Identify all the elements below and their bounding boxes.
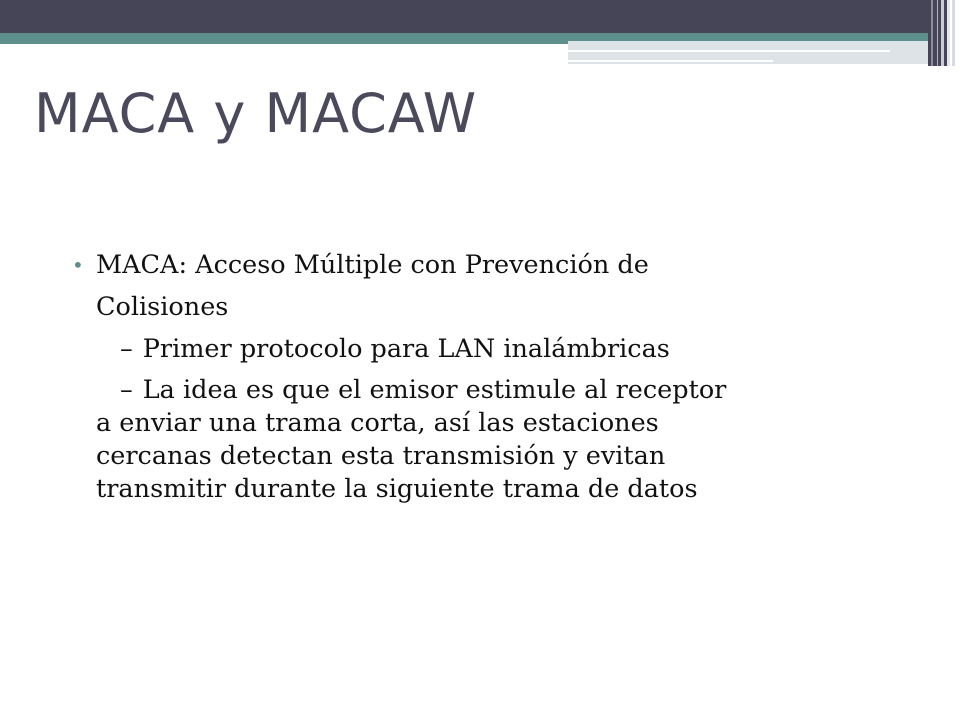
subitem-2-text-2: a enviar una trama corta, así las estaciones [96,408,659,438]
bullet-line-2: Colisiones [96,292,229,322]
subitem-2-text-1: La idea es que el emisor estimule al receptor [142,375,727,405]
bullet-item [72,244,896,328]
slide-title: MACA y MACAW [34,82,478,145]
dash-icon: – [120,375,133,405]
header-band-teal-thin [0,41,568,44]
bullet-line-1: MACA: Acceso Múltiple con Prevención de [96,250,649,280]
header-stripes [928,0,960,66]
bullet-dot-icon: • [72,253,84,277]
subitem-2-text-4: transmitir durante la siguiente trama de datos [96,474,698,504]
header-band-line-2 [568,60,773,62]
subitem-2-text-3: cercanas detectan esta transmisión y evitan [96,441,666,471]
header-band-teal [0,33,940,41]
subitem-1 [96,328,896,370]
slide-body [72,244,896,506]
subitem-2 [96,374,896,506]
header-band-line [568,50,890,52]
header-band-dark [0,0,960,33]
subitem-2-line-1 [96,374,896,407]
subitem-1-text: Primer protocolo para LAN inalámbricas [142,334,670,364]
dash-icon: – [120,334,133,364]
